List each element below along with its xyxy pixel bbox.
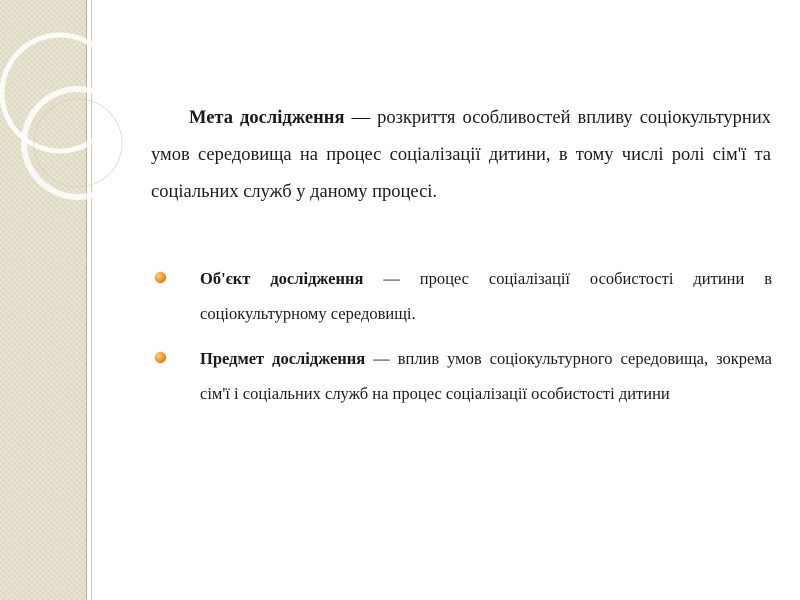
research-goal-text: — розкриття особливостей впливу соціокультурних умов середовища на процес соціалізації дитини, в тому числі ролі сім'ї та соціальних служб у даному процесі. — [151, 108, 771, 202]
bullet-term: Предмет дослідження — [200, 349, 366, 368]
bullet-list — [152, 261, 772, 421]
bullet-icon — [155, 352, 166, 363]
bullet-item-object — [152, 261, 772, 331]
bullet-text: — процес соціалізації особистості дитини в соціокультурному середовищі. — [200, 269, 773, 323]
bullet-icon — [155, 272, 166, 283]
research-goal-term: Мета дослідження — [189, 108, 345, 128]
bullet-item-subject — [152, 341, 772, 411]
bullet-text: — вплив умов соціокультурного середовища, зокрема сім'ї і соціальних служб на процес соціалізації особистості дитини — [200, 349, 772, 403]
bullet-term: Об'єкт дослідження — [200, 269, 364, 288]
research-goal-paragraph — [151, 100, 771, 211]
